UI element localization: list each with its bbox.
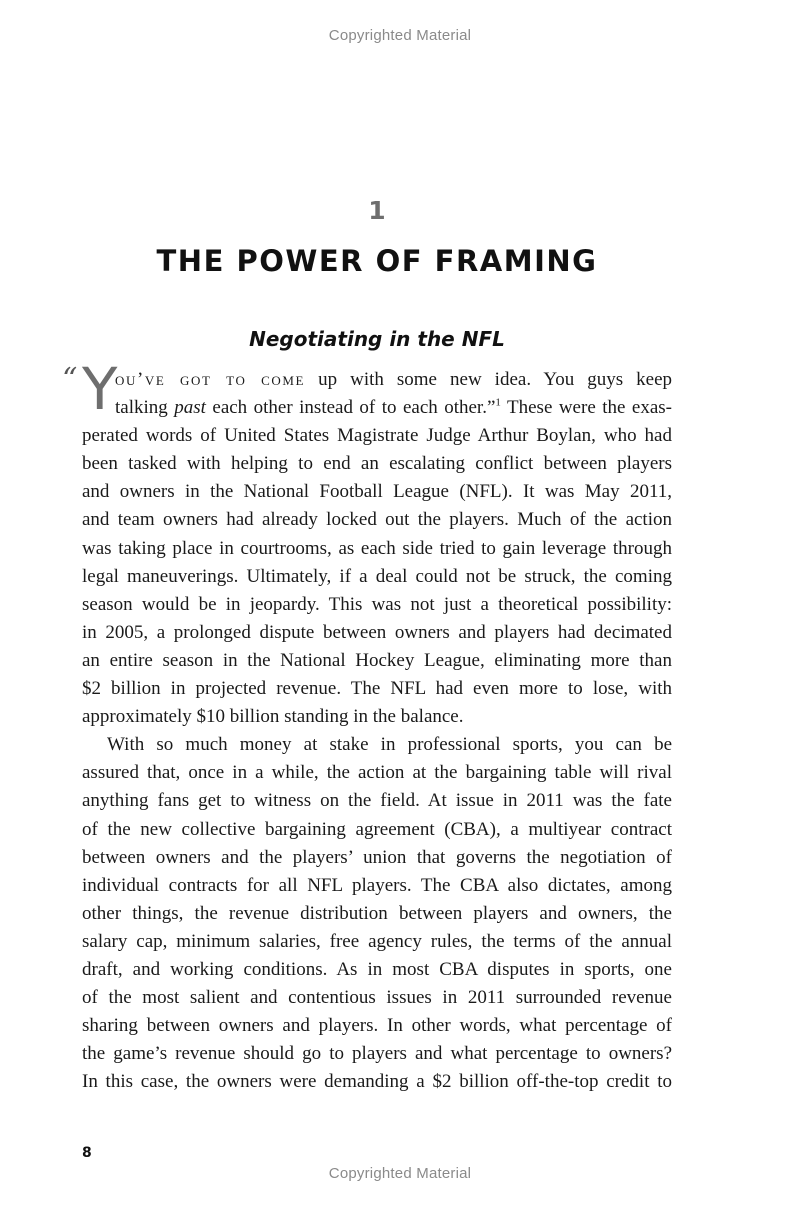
paragraph2-line: sharing between owners and players. In other words, what percentage of [82, 1015, 672, 1037]
paragraph1-line: and owners in the National Football League (NFL). It was May 2011, [82, 481, 672, 503]
paragraph1-line: in 2005, a prolonged dispute between owners and players had decimated [82, 621, 672, 643]
opening-quote-mark: “ [62, 362, 78, 397]
opening-smallcaps: ou’ve got to come [115, 369, 306, 390]
page-number: 8 [82, 1145, 92, 1161]
opening-line-2-post: These were the exas- [500, 397, 672, 419]
paragraph1-line: was taking place in courtrooms, as each side tried to gain leverage through [82, 537, 672, 559]
opening-line-2-pre: talking [115, 397, 175, 419]
paragraph2-line: draft, and working conditions. As in most CBA disputes in sports, one [82, 958, 672, 980]
drop-cap: Y [82, 355, 118, 423]
copyright-watermark-bottom: Copyrighted Material [328, 1165, 472, 1182]
paragraph2-line: other things, the revenue distribution between players and owners, the [82, 902, 672, 924]
paragraph2-line: anything fans get to witness on the field. At issue in 2011 was the fate [82, 790, 672, 812]
paragraph1-line: approximately $10 billion standing in the balance. [82, 706, 464, 728]
opening-line-2 [82, 394, 672, 422]
paragraph2-line: of the new collective bargaining agreement (CBA), a multiyear contract [82, 818, 672, 840]
section-heading: Negotiating in the NFL [249, 327, 505, 351]
paragraph1-line: an entire season in the National Hockey League, eliminating more than [82, 649, 672, 671]
paragraph1-line: $2 billion in projected revenue. The NFL had even more to lose, with [82, 678, 672, 700]
copyright-watermark-top: Copyrighted Material [328, 27, 472, 44]
chapter-title: THE POWER OF FRAMING [156, 244, 598, 278]
paragraph2-line: between owners and the players’ union that governs the negotiation of [82, 846, 672, 868]
italic-past: past [174, 397, 206, 419]
paragraph2-line: the game’s revenue should go to players and what percentage to owners? [82, 1043, 672, 1065]
paragraph1-line: and team owners had already locked out the players. Much of the action [82, 509, 672, 531]
opening-line-2-mid: each other instead of to each other.” [205, 397, 496, 419]
paragraph1-line: been tasked with helping to end an escalating conflict between players [82, 453, 672, 475]
paragraph2-line: assured that, once in a while, the action at the bargaining table will rival [82, 762, 672, 784]
body-text [82, 366, 672, 1096]
chapter-number: 1 [368, 196, 386, 225]
paragraph2-line: individual contracts for all NFL players. The CBA also dictates, among [82, 874, 672, 896]
paragraph2-line: In this case, the owners were demanding a $2 billion off-the-top credit to [82, 1071, 672, 1093]
paragraph2-line: salary cap, minimum salaries, free agency rules, the terms of the annual [82, 930, 672, 952]
paragraph1-line: perated words of United States Magistrate Judge Arthur Boylan, who had [82, 425, 672, 447]
paragraph2-line: of the most salient and contentious issues in 2011 surrounded revenue [82, 987, 672, 1009]
paragraph1-line: season would be in jeopardy. This was not just a theoretical possibility: [82, 593, 672, 615]
paragraph2-line: With so much money at stake in professional sports, you can be [107, 734, 672, 756]
opening-line-1-rest: up with some new idea. You guys keep [305, 369, 672, 390]
paragraph1-line: legal maneuverings. Ultimately, if a deal could not be struck, the coming [82, 565, 672, 587]
opening-line-1 [82, 366, 672, 394]
footnote-marker: 1 [495, 396, 501, 409]
